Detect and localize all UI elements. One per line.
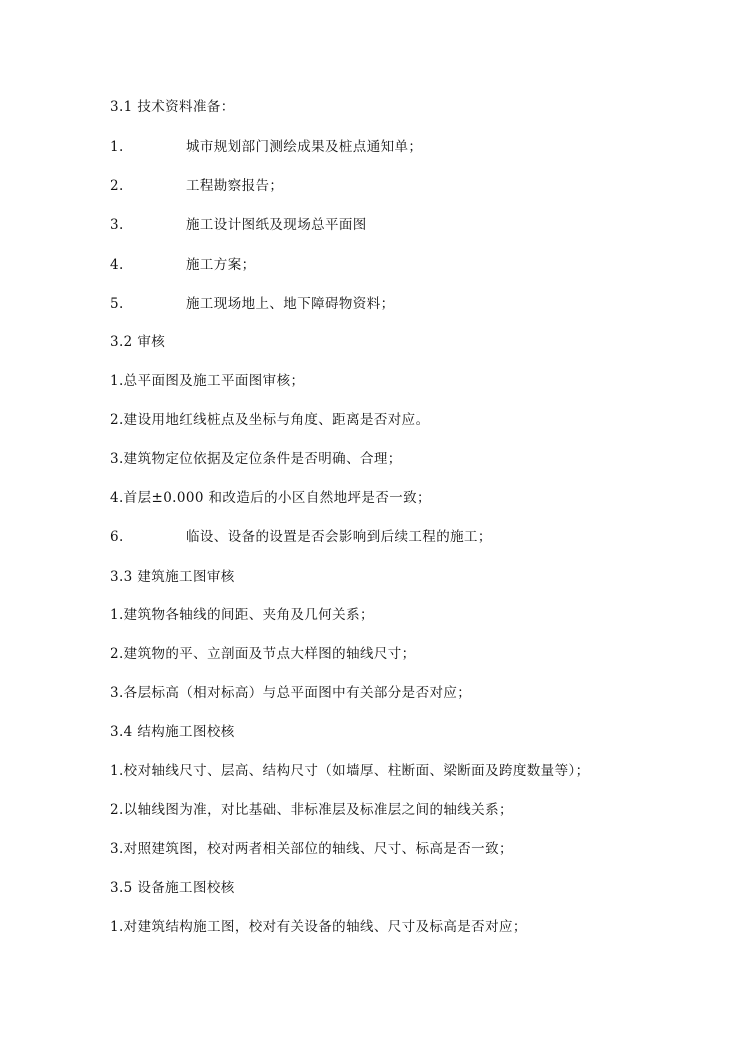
heading-3-1: 3.1 技术资料准备： bbox=[110, 99, 235, 115]
paragraph: 3.对照建筑图，校对两者相关部位的轴线、尺寸、标高是否一致； bbox=[110, 841, 513, 857]
heading-3-4: 3.4 结构施工图校核 bbox=[110, 724, 235, 740]
item-number: 1. bbox=[110, 139, 124, 155]
paragraph: 2.以轴线图为准，对比基础、非标准层及标准层之间的轴线关系； bbox=[110, 802, 513, 818]
paragraph: 2.建筑物的平、立剖面及节点大样图的轴线尺寸； bbox=[110, 646, 416, 662]
item-text: 施工现场地上、地下障碍物资料； bbox=[186, 296, 395, 312]
item-text: 城市规划部门测绘成果及桩点通知单； bbox=[186, 139, 423, 155]
paragraph: 4.首层±0.000 和改造后的小区自然地坪是否一致； bbox=[110, 490, 431, 506]
paragraph: 2.建设用地红线桩点及坐标与角度、距离是否对应。 bbox=[110, 412, 430, 428]
item-number: 4. bbox=[110, 257, 124, 273]
item-number: 2. bbox=[110, 178, 124, 194]
paragraph: 1.校对轴线尺寸、层高、结构尺寸（如墙厚、柱断面、梁断面及跨度数量等）； bbox=[110, 763, 590, 779]
heading-3-5: 3.5 设备施工图校核 bbox=[110, 880, 235, 896]
list-item bbox=[110, 216, 367, 234]
paragraph: 3.各层标高（相对标高）与总平面图中有关部分是否对应； bbox=[110, 685, 472, 701]
item-text: 施工方案； bbox=[186, 257, 256, 273]
item-text: 工程勘察报告； bbox=[186, 178, 284, 194]
list-item bbox=[110, 528, 492, 546]
item-number: 6. bbox=[110, 529, 124, 545]
heading-3-2: 3.2 审核 bbox=[110, 334, 166, 350]
list-item bbox=[110, 138, 422, 156]
list-item bbox=[110, 256, 256, 274]
list-item bbox=[110, 295, 395, 313]
item-number: 5. bbox=[110, 296, 124, 312]
paragraph: 1.对建筑结构施工图，校对有关设备的轴线、尺寸及标高是否对应； bbox=[110, 919, 527, 935]
item-text: 施工设计图纸及现场总平面图 bbox=[186, 217, 367, 233]
paragraph: 1.建筑物各轴线的间距、夹角及几何关系； bbox=[110, 607, 374, 623]
list-item bbox=[110, 177, 283, 195]
item-number: 3. bbox=[110, 217, 124, 233]
paragraph: 3.建筑物定位依据及定位条件是否明确、合理； bbox=[110, 451, 402, 467]
paragraph: 1.总平面图及施工平面图审核； bbox=[110, 373, 305, 389]
heading-3-3: 3.3 建筑施工图审核 bbox=[110, 569, 235, 585]
item-text: 临设、设备的设置是否会影响到后续工程的施工； bbox=[186, 529, 492, 545]
